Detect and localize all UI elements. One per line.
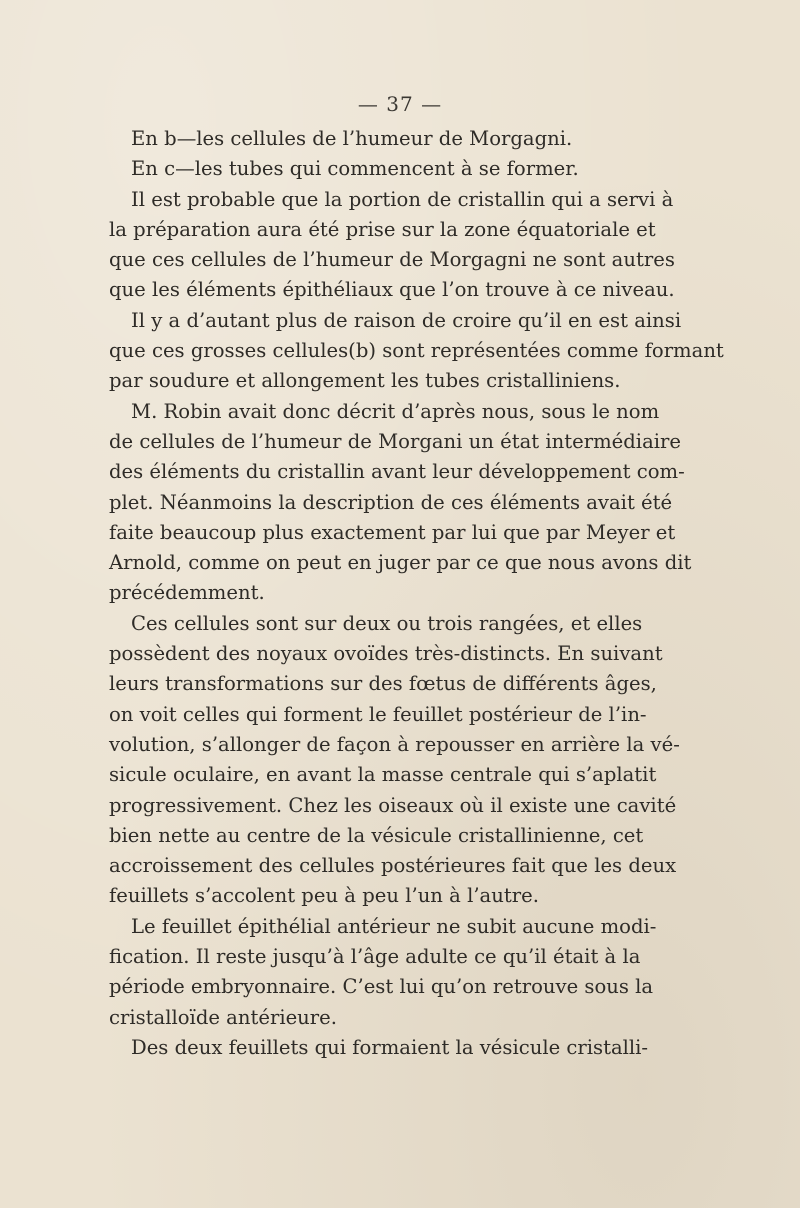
text-line: Il y a d’autant plus de raison de croire qu’il en est ainsi bbox=[131, 308, 682, 332]
text-line: Des deux feuillets qui formaient la vésicule cristalli- bbox=[131, 1035, 649, 1059]
text-line: par soudure et allongement les tubes cristalliniens. bbox=[109, 369, 621, 393]
text-line: Le feuillet épithélial antérieur ne subit aucune modi- bbox=[131, 914, 657, 938]
text-line: faite beaucoup plus exactement par lui que par Meyer et bbox=[109, 520, 676, 544]
text-line: on voit celles qui forment le feuillet postérieur de l’in- bbox=[109, 702, 647, 726]
body-text bbox=[109, 124, 724, 1063]
text-line: leurs transformations sur des fœtus de différents âges, bbox=[109, 672, 657, 696]
text-line: plet. Néanmoins la description de ces éléments avait été bbox=[109, 490, 673, 514]
text-line: possèdent des noyaux ovoïdes très-distincts. En suivant bbox=[109, 642, 663, 666]
text-line: Ces cellules sont sur deux ou trois rangées, et elles bbox=[131, 611, 643, 635]
text-line: Arnold, comme on peut en juger par ce que nous avons dit bbox=[109, 551, 692, 575]
page-number: — 37 — bbox=[357, 92, 443, 116]
text-line: progressivement. Chez les oiseaux où il existe une cavité bbox=[109, 793, 677, 817]
text-line: précédemment. bbox=[109, 581, 265, 605]
text-line: sicule oculaire, en avant la masse centrale qui s’aplatit bbox=[109, 763, 657, 787]
text-line: accroissement des cellules postérieures fait que les deux bbox=[109, 854, 677, 878]
text-line: En b—les cellules de l’humeur de Morgagni. bbox=[131, 127, 573, 150]
text-line: que les éléments épithéliaux que l’on trouve à ce niveau. bbox=[109, 278, 675, 302]
text-line: de cellules de l’humeur de Morgani un état intermédiaire bbox=[109, 429, 681, 453]
text-line: bien nette au centre de la vésicule cristallinienne, cet bbox=[109, 823, 644, 847]
text-line: volution, s’allonger de façon à repousser en arrière la vé- bbox=[109, 732, 680, 756]
text-line: que ces cellules de l’humeur de Morgagni ne sont autres bbox=[109, 248, 675, 272]
text-line: Il est probable que la portion de cristallin qui a servi à bbox=[131, 187, 674, 211]
text-line: M. Robin avait donc décrit d’après nous, sous le nom bbox=[131, 399, 660, 423]
text-line: fication. Il reste jusqu’à l’âge adulte ce qu’il était à la bbox=[109, 945, 641, 969]
text-line: En c—les tubes qui commencent à se former. bbox=[131, 157, 579, 181]
text-line: période embryonnaire. C’est lui qu’on retrouve sous la bbox=[109, 975, 654, 999]
text-line: feuillets s’accolent peu à peu l’un à l’autre. bbox=[109, 884, 539, 908]
text-line: des éléments du cristallin avant leur développement com- bbox=[109, 460, 685, 484]
text-line: que ces grosses cellules(b) sont représentées comme formant bbox=[109, 339, 724, 363]
text-line: cristalloïde antérieure. bbox=[109, 1005, 337, 1029]
text-line: la préparation aura été prise sur la zone équatoriale et bbox=[109, 217, 656, 241]
